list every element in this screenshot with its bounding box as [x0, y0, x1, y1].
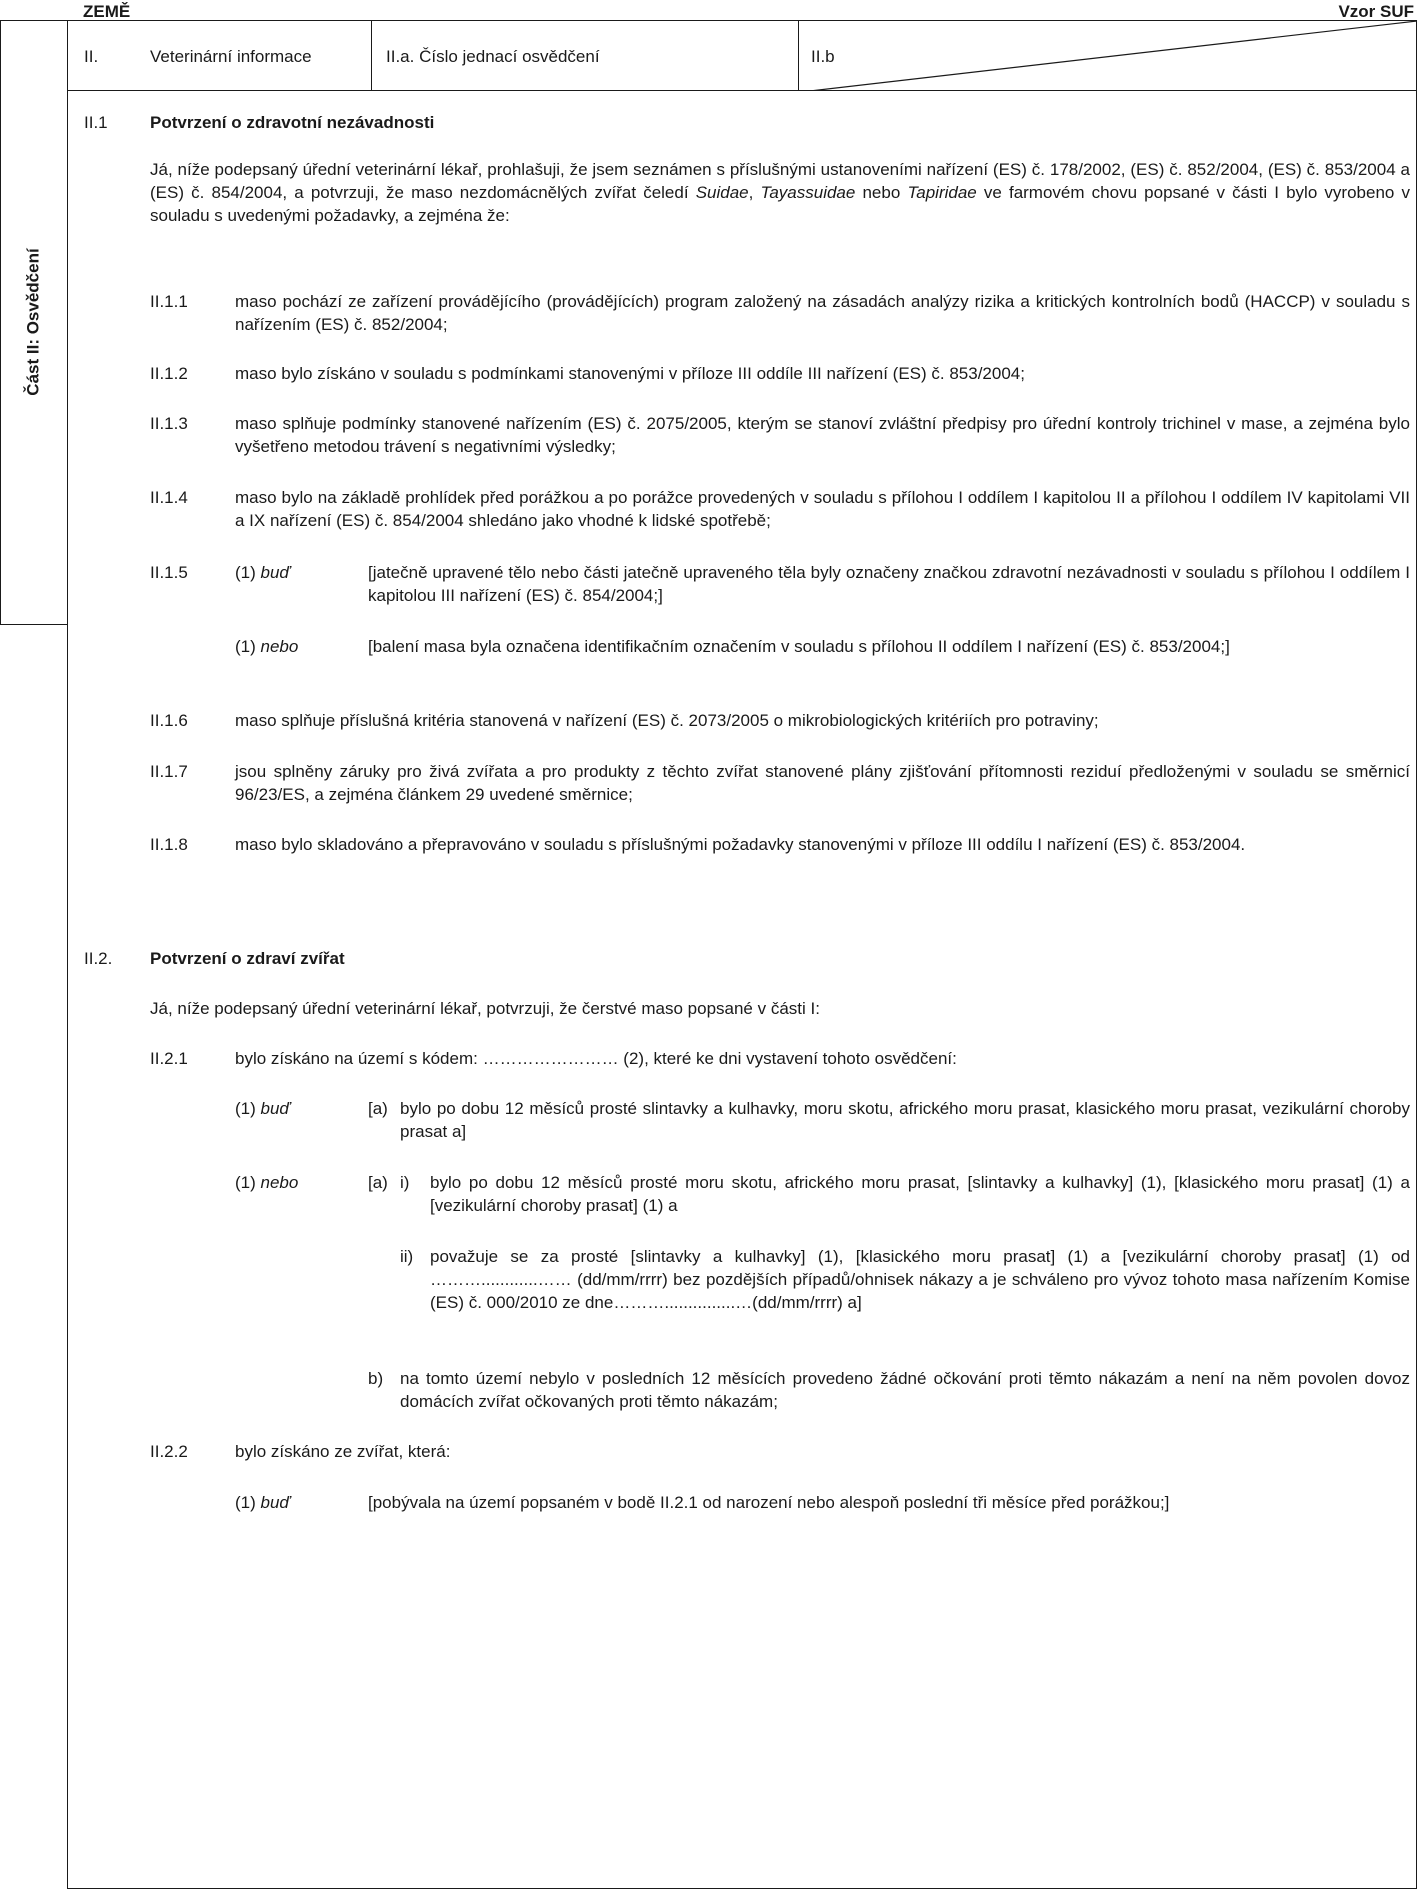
option-text: [pobývala na území popsaném v bodě II.2.1 od narození nebo alespoň poslední tři měsíce před porážkou;]	[368, 1493, 1170, 1512]
header-divider	[798, 21, 799, 91]
table-header-row	[68, 21, 1416, 91]
header-cell-iib: II.b	[811, 47, 835, 66]
item-number: II.1.3	[150, 414, 188, 433]
item-text: maso splňuje podmínky stanovené nařízením (ES) č. 2075/2005, kterým se stanoví zvláštní předpisy pro úřední kontroly trichinel v mase, a zejména bylo vyšetřeno metodou trávení s negativními výsledky;	[235, 414, 1410, 456]
option-marker: (1) buď	[235, 563, 291, 582]
certificate-frame	[67, 20, 1417, 1889]
option-marker: (1) nebo	[235, 1173, 299, 1192]
item-text: bylo získáno na území s kódem: …………………… (2), které ke dni vystavení tohoto osvědčení:	[235, 1049, 957, 1068]
subitem-label: ii)	[400, 1247, 414, 1266]
option-text: [jatečně upravené tělo nebo části jatečně upraveného těla byly označeny značkou zdravotní nezávadnosti v souladu s přílohou I oddílem I kapitolou III nařízení (ES) č. 854/2004;]	[368, 563, 1410, 605]
option-text: [balení masa byla označena identifikačním označením v souladu s přílohou II oddílem I nařízení (ES) č. 853/2004;]	[368, 637, 1230, 656]
header-cell-part: II.	[84, 47, 99, 66]
item-text: maso bylo skladováno a přepravováno v souladu s příslušnými požadavky stanovenými v příloze III oddílu I nařízení (ES) č. 853/2004.	[235, 835, 1246, 854]
section-title: Potvrzení o zdraví zvířat	[150, 949, 345, 968]
section-intro: Já, níže podepsaný úřední veterinární lékař, prohlašuji, že jsem seznámen s příslušnými ustanoveními nařízení (ES) č. 178/2002, (ES) č. 852/2004, (ES) č. 853/2004 a (ES) č. 854/2004, a potvrzuji, že maso nezdomácnělých zvířat čeledí Suidae, Tayassuidae nebo Tapiridae ve farmovém chovu popsané v části I bylo vyrobeno v souladu s uvedenými požadavky, a zejména že:	[150, 160, 1410, 225]
item-number: II.1.5	[150, 563, 188, 582]
header-cell-ref-number: II.a. Číslo jednací osvědčení	[386, 47, 600, 66]
section-title: Potvrzení o zdravotní nezávadnosti	[150, 113, 435, 132]
option-marker: (1) buď	[235, 1099, 291, 1118]
item-text: maso splňuje příslušná kritéria stanovená v nařízení (ES) č. 2073/2005 o mikrobiologických kritériích pro potraviny;	[235, 711, 1099, 730]
item-number: II.1.8	[150, 835, 188, 854]
item-text: bylo získáno ze zvířat, která:	[235, 1442, 451, 1461]
header-cell-vet-info: Veterinární informace	[150, 47, 312, 66]
item-number: II.1.2	[150, 364, 188, 383]
section-number: II.1	[84, 113, 108, 132]
option-text: bylo po dobu 12 měsíců prosté slintavky a kulhavky, moru skotu, afrického moru prasat, klasického moru prasat, vezikulární choroby prasat a]	[400, 1099, 1410, 1141]
option-label: [a)	[368, 1099, 388, 1118]
subitem-text: považuje se za prosté [slintavky a kulhavky] (1), [klasického moru prasat] (1) a [vezikulární choroby prasat] (1) od ………............…… (dd/mm/rrrr) bez pozdějších případů/ohnisek nákazy a je schváleno pro vývoz tohoto masa nařízením Komise (ES) č. 000/2010 ze dne………...............…(dd/mm/rrrr) a]	[430, 1247, 1410, 1312]
section-intro: Já, níže podepsaný úřední veterinární lékař, potvrzuji, že čerstvé maso popsané v části I:	[150, 999, 820, 1018]
item-text: jsou splněny záruky pro živá zvířata a pro produkty z těchto zvířat stanovené plány zjišťování přítomnosti reziduí předloženými v souladu se směrnicí 96/23/ES, a zejména článkem 29 uvedené směrnice;	[235, 762, 1410, 804]
item-text: maso bylo na základě prohlídek před porážkou a po porážce provedených v souladu s přílohou I oddílem I kapitolou II a přílohou I oddílem IV kapitolami VII a IX nařízení (ES) č. 854/2004 shledáno jako vhodné k lidské spotřebě;	[235, 488, 1410, 530]
option-label: b)	[368, 1369, 384, 1388]
item-number: II.1.1	[150, 292, 188, 311]
option-marker: (1) nebo	[235, 637, 299, 656]
item-text: maso bylo získáno v souladu s podmínkami stanovenými v příloze III oddíle III nařízení (ES) č. 853/2004;	[235, 364, 1025, 383]
item-number: II.2.1	[150, 1049, 188, 1068]
option-text: na tomto území nebylo v posledních 12 měsících provedeno žádné očkování proti těmto nákazám a není na něm povolen dovoz domácích zvířat očkovaných proti těmto nákazám;	[400, 1369, 1410, 1411]
item-number: II.1.7	[150, 762, 188, 781]
item-text: maso pochází ze zařízení provádějícího (provádějících) program založený na zásadách analýzy rizika a kritických kontrolních bodů (HACCP) v souladu s nařízením (ES) č. 852/2004;	[235, 292, 1410, 334]
option-label: [a)	[368, 1173, 388, 1192]
header-country: ZEMĚ	[83, 2, 131, 21]
option-marker: (1) buď	[235, 1493, 291, 1512]
side-label: Část II: Osvědčení	[23, 248, 43, 396]
subitem-label: i)	[400, 1173, 410, 1192]
subitem-text: bylo po dobu 12 měsíců prosté moru skotu, afrického moru prasat, [slintavky a kulhavky] (1), [klasického moru prasat] (1) a [vezikulární choroby prasat] (1) a	[430, 1173, 1410, 1215]
section-number: II.2.	[84, 949, 113, 968]
header-divider	[371, 21, 372, 91]
header-model: Vzor SUF	[1338, 2, 1414, 21]
item-number: II.1.4	[150, 488, 188, 507]
header-diagonal-line	[810, 21, 1417, 91]
item-number: II.2.2	[150, 1442, 188, 1461]
item-number: II.1.6	[150, 711, 188, 730]
